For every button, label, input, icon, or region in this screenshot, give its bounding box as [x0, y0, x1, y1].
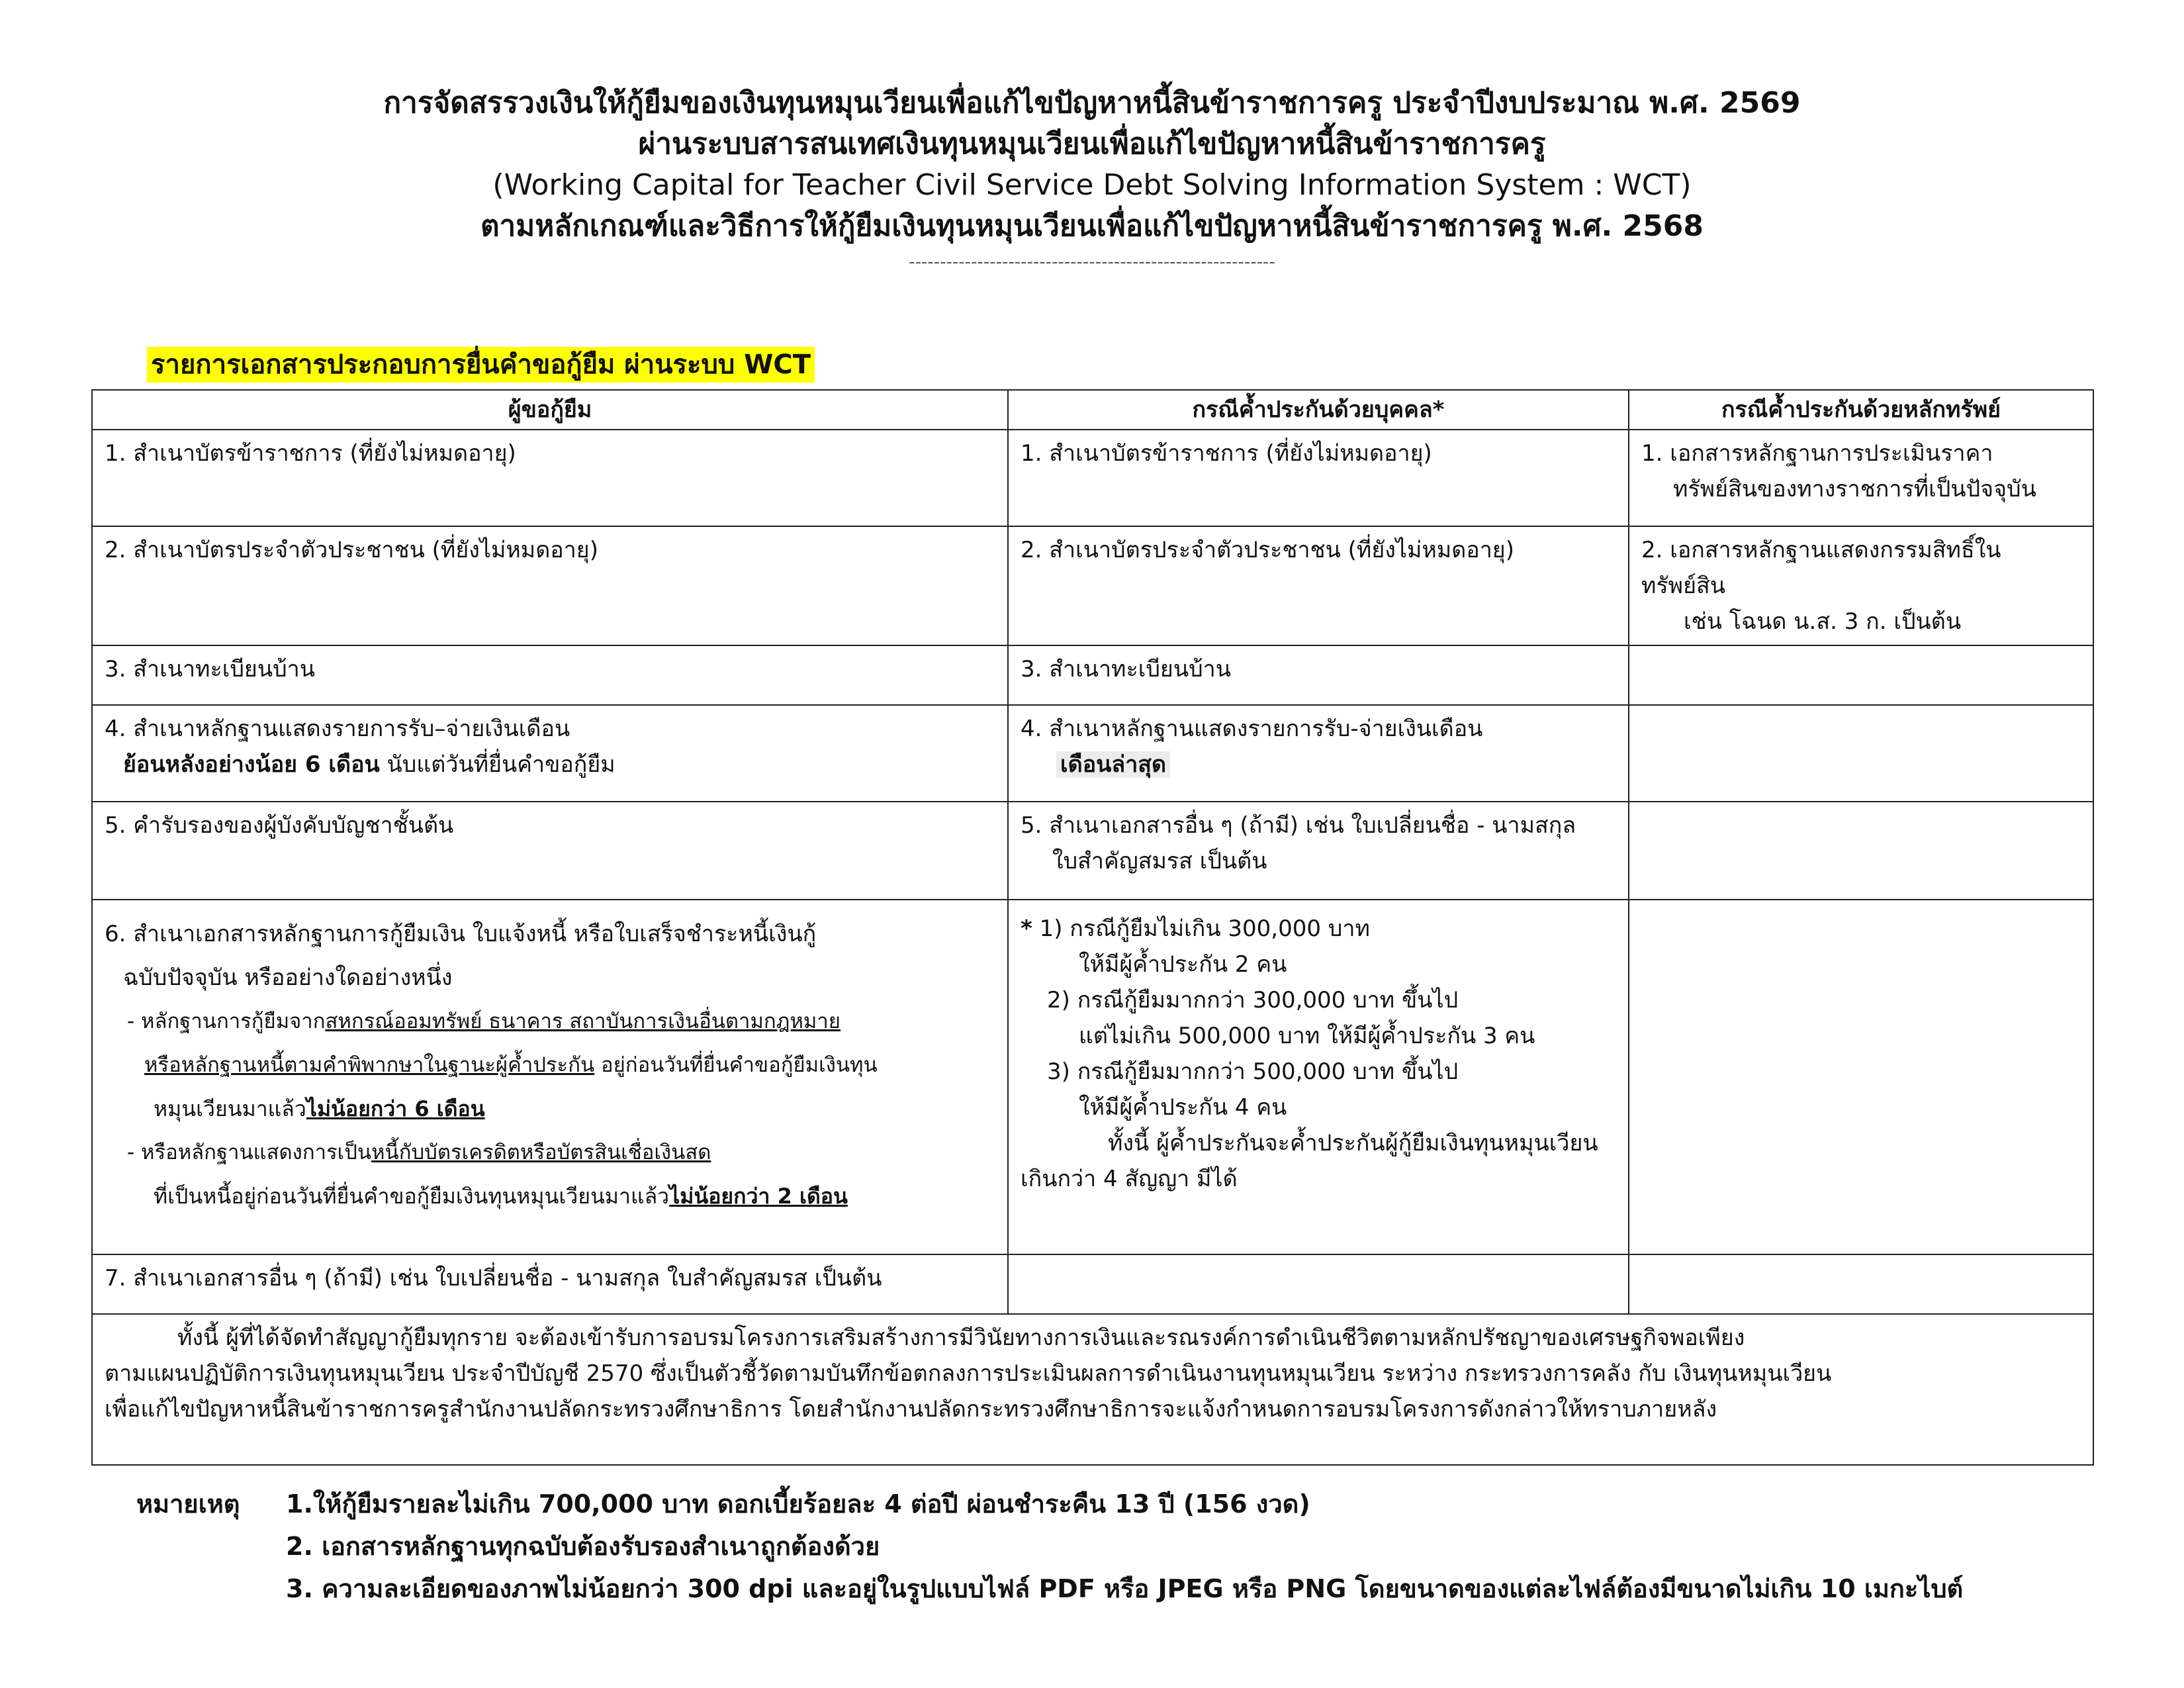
borrower-item-6-sub-2-prefix: - หรือหลักฐานแสดงการเป็น — [127, 1141, 372, 1164]
borrower-item-4 — [92, 705, 1008, 802]
borrower-item-4-emphasis: ย้อนหลังอย่างน้อย 6 เดือน — [123, 751, 380, 778]
footnote-star: * — [1021, 915, 1032, 942]
borrower-item-6-sub-2-underlined: หนี้กับบัตรเครดิตหรือบัตรสินเชื่อเงินสด — [371, 1141, 711, 1164]
borrower-item-7: 7. สำเนาเอกสารอื่น ๆ (ถ้ามี) เช่น ใบเปลี่ยนชื่อ - นามสกุล ใบสำคัญสมรส เป็นต้น — [92, 1254, 1008, 1314]
table-row — [92, 900, 2093, 1254]
borrower-item-1: 1. สำเนาบัตรข้าราชการ (ที่ยังไม่หมดอายุ) — [92, 430, 1008, 526]
title-line-3: (Working Capital for Teacher Civil Service Debt Solving Information System : WCT) — [492, 168, 1692, 202]
remark-item-3: 3. ความละเอียดของภาพไม่น้อยกว่า 300 dpi และอยู่ในรูปแบบไฟล์ PDF หรือ JPEG หรือ PNG โดยขนาดของแต่ละไฟล์ต้องมีขนาดไม่เกิน 10 เมกะไบต์ — [286, 1574, 1964, 1603]
empty-cell — [1629, 645, 2093, 705]
guarantor-item-4-line-1: 4. สำเนาหลักฐานแสดงรายการรับ-จ่ายเงินเดือน — [1021, 716, 1483, 742]
remarks-list — [286, 1483, 2184, 1610]
title-line-4: ตามหลักเกณฑ์และวิธีการให้กู้ยืมเงินทุนหมุนเวียนเพื่อแก้ไขปัญหาหนี้สินข้าราชการครู พ.ศ. 2568 — [480, 209, 1704, 243]
borrower-item-4-rest: นับแต่วันที่ยื่นคำขอกู้ยืม — [379, 751, 615, 778]
empty-cell — [1629, 802, 2093, 900]
guarantor-rule-2-detail: แต่ไม่เกิน 500,000 บาท ให้มีผู้ค้ำประกัน 3 คน — [1079, 1023, 1535, 1049]
borrower-item-6-sub-1-prefix: - หลักฐานการกู้ยืมจาก — [127, 1009, 326, 1033]
guarantor-rule-3-detail: ให้มีผู้ค้ำประกัน 4 คน — [1079, 1094, 1287, 1121]
guarantor-rule-1: 1) กรณีกู้ยืมไม่เกิน 300,000 บาท — [1032, 915, 1370, 942]
borrower-item-6-line-1: 6. สำเนาเอกสารหลักฐานการกู้ยืมเงิน ใบแจ้งหนี้ หรือใบเสร็จชำระหนี้เงินกู้ — [105, 921, 817, 947]
borrower-item-6-line-2: ฉบับปัจจุบัน หรืออย่างใดอย่างหนึ่ง — [123, 964, 453, 991]
borrower-item-6-sub-1-underlined: สหกรณ์ออมทรัพย์ ธนาคาร สถาบันการเงินอื่นตามกฎหมาย — [325, 1009, 841, 1033]
borrower-item-6-sub-2-duration: ไม่น้อยกว่า 2 เดือน — [669, 1184, 848, 1209]
borrower-item-2: 2. สำเนาบัตรประจำตัวประชาชน (ที่ยังไม่หมดอายุ) — [92, 526, 1008, 645]
training-note-line-3: เพื่อแก้ไขปัญหาหนี้สินข้าราชการครูสำนักงานปลัดกระทรวงศึกษาธิการ โดยสำนักงานปลัดกระทรวงศึกษาธิการจะแจ้งกำหนดการอบรมโครงการดังกล่าวให้ทราบภายหลัง — [105, 1396, 1717, 1423]
header-person-guarantee: กรณีค้ำประกันด้วยบุคคล* — [1008, 390, 1629, 430]
borrower-item-6-sub-2-cont: ที่เป็นหนี้อยู่ก่อนวันที่ยื่นคำขอกู้ยืมเงินทุนหมุนเวียนมาแล้ว — [154, 1184, 670, 1209]
guarantor-rule-1-detail: ให้มีผู้ค้ำประกัน 2 คน — [1079, 951, 1287, 978]
document-list-heading: รายการเอกสารประกอบการยื่นคำขอกู้ยืม ผ่านระบบ WCT — [147, 347, 815, 383]
guarantor-item-5-line-2: ใบสำคัญสมรส เป็นต้น — [1052, 848, 1267, 874]
empty-cell — [1008, 1254, 1629, 1314]
guarantor-item-5-line-1: 5. สำเนาเอกสารอื่น ๆ (ถ้ามี) เช่น ใบเปลี่ยนชื่อ - นามสกุล — [1021, 812, 1576, 839]
table-row — [92, 802, 2093, 900]
training-requirement-note — [92, 1314, 2093, 1465]
table-row — [92, 430, 2093, 526]
header-borrower: ผู้ขอกู้ยืม — [92, 390, 1008, 430]
collateral-item-1-line-1: 1. เอกสารหลักฐานการประเมินราคา — [1641, 440, 1993, 467]
guarantor-rule-note: ทั้งนี้ ผู้ค้ำประกันจะค้ำประกันผู้กู้ยืมเงินทุนหมุนเวียน — [1108, 1130, 1598, 1156]
guarantor-item-4-emphasis: เดือนล่าสุด — [1056, 751, 1170, 778]
empty-cell — [1629, 900, 2093, 1254]
collateral-item-1-line-2: ทรัพย์สินของทางราชการที่เป็นปัจจุบัน — [1673, 476, 2036, 502]
title-line-2: ผ่านระบบสารสนเทศเงินทุนหมุนเวียนเพื่อแก้ไขปัญหาหนี้สินข้าราชการครู — [638, 127, 1546, 161]
guarantor-item-4 — [1008, 705, 1629, 802]
header-collateral-guarantee: กรณีค้ำประกันด้วยหลักทรัพย์ — [1629, 390, 2093, 430]
collateral-item-2-line-1: 2. เอกสารหลักฐานแสดงกรรมสิทธิ์ในทรัพย์สิน — [1641, 537, 2001, 599]
guarantor-item-3: 3. สำเนาทะเบียนบ้าน — [1008, 645, 1629, 705]
borrower-item-5: 5. คำรับรองของผู้บังคับบัญชาชั้นต้น — [92, 802, 1008, 900]
borrower-item-6-sub-1-cont-underlined: หรือหลักฐานหนี้ตามคำพิพากษาในฐานะผู้ค้ำประกัน — [144, 1053, 595, 1077]
table-row — [92, 705, 2093, 802]
remark-item-1: 1.ให้กู้ยืมรายละไม่เกิน 700,000 บาท ดอกเบี้ยร้อยละ 4 ต่อปี ผ่อนชำระคืน 13 ปี (156 งวด) — [286, 1489, 1310, 1519]
guarantor-item-2: 2. สำเนาบัตรประจำตัวประชาชน (ที่ยังไม่หมดอายุ) — [1008, 526, 1629, 645]
borrower-item-6-sub-1-duration: ไม่น้อยกว่า 6 เดือน — [306, 1096, 485, 1121]
borrower-item-4-line-1: 4. สำเนาหลักฐานแสดงรายการรับ–จ่ายเงินเดือน — [105, 716, 570, 742]
collateral-item-2-line-2: เช่น โฉนด น.ส. 3 ก. เป็นต้น — [1684, 608, 1962, 635]
training-note-line-1: ทั้งนี้ ผู้ที่ได้จัดทำสัญญากู้ยืมทุกราย จะต้องเข้ารับการอบรมโครงการเสริมสร้างการมีวินัยทางการเงินและรณรงค์การดำเนินชีวิตตามหลักปรัชญาของเศรษฐกิจพอเพียง — [177, 1325, 1745, 1351]
remark-item-2: 2. เอกสารหลักฐานทุกฉบับต้องรับรองสำเนาถูกต้องด้วย — [286, 1532, 880, 1561]
empty-cell — [1629, 1254, 2093, 1314]
table-row — [92, 645, 2093, 705]
guarantor-count-rules — [1008, 900, 1629, 1254]
empty-cell — [1629, 705, 2093, 802]
borrower-item-6 — [92, 900, 1008, 1254]
table-header-row — [92, 390, 2093, 430]
title-line-1: การจัดสรรวงเงินให้กู้ยืมของเงินทุนหมุนเวียนเพื่อแก้ไขปัญหาหนี้สินข้าราชการครู ประจำปีงบประมาณ พ.ศ. 2569 — [383, 86, 1801, 120]
training-note-line-2: ตามแผนปฏิบัติการเงินทุนหมุนเวียน ประจำปีบัญชี 2570 ซึ่งเป็นตัวชี้วัดตามบันทึกข้อตกลงการประเมินผลการดำเนินงานทุนหมุนเวียน ระหว่าง กระทรวงการคลัง กับ เงินทุนหมุนเวียน — [105, 1360, 1832, 1387]
borrower-item-3: 3. สำเนาทะเบียนบ้าน — [92, 645, 1008, 705]
guarantor-rule-2: 2) กรณีกู้ยืมมากกว่า 300,000 บาท ขึ้นไป — [1047, 987, 1459, 1013]
borrower-item-6-sub-1-cont: อยู่ก่อนวันที่ยื่นคำขอกู้ยืมเงินทุน — [594, 1053, 878, 1077]
guarantor-rule-3: 3) กรณีกู้ยืมมากกว่า 500,000 บาท ขึ้นไป — [1047, 1058, 1459, 1085]
document-requirements-table — [91, 389, 2094, 1466]
guarantor-item-1: 1. สำเนาบัตรข้าราชการ (ที่ยังไม่หมดอายุ) — [1008, 430, 1629, 526]
table-row — [92, 526, 2093, 645]
title-block — [0, 83, 2184, 272]
guarantor-item-5 — [1008, 802, 1629, 900]
table-row — [92, 1254, 2093, 1314]
remarks-label: หมายเหตุ — [136, 1489, 240, 1519]
collateral-item-1 — [1629, 430, 2093, 526]
guarantor-rule-note-cont: เกินกว่า 4 สัญญา มีได้ — [1021, 1166, 1238, 1192]
borrower-item-6-sub-1-end: หมุนเวียนมาแล้ว — [154, 1096, 306, 1121]
table-row — [92, 1314, 2093, 1465]
collateral-item-2 — [1629, 526, 2093, 645]
title-divider: ----------------------------------------------------------- — [909, 252, 1275, 272]
